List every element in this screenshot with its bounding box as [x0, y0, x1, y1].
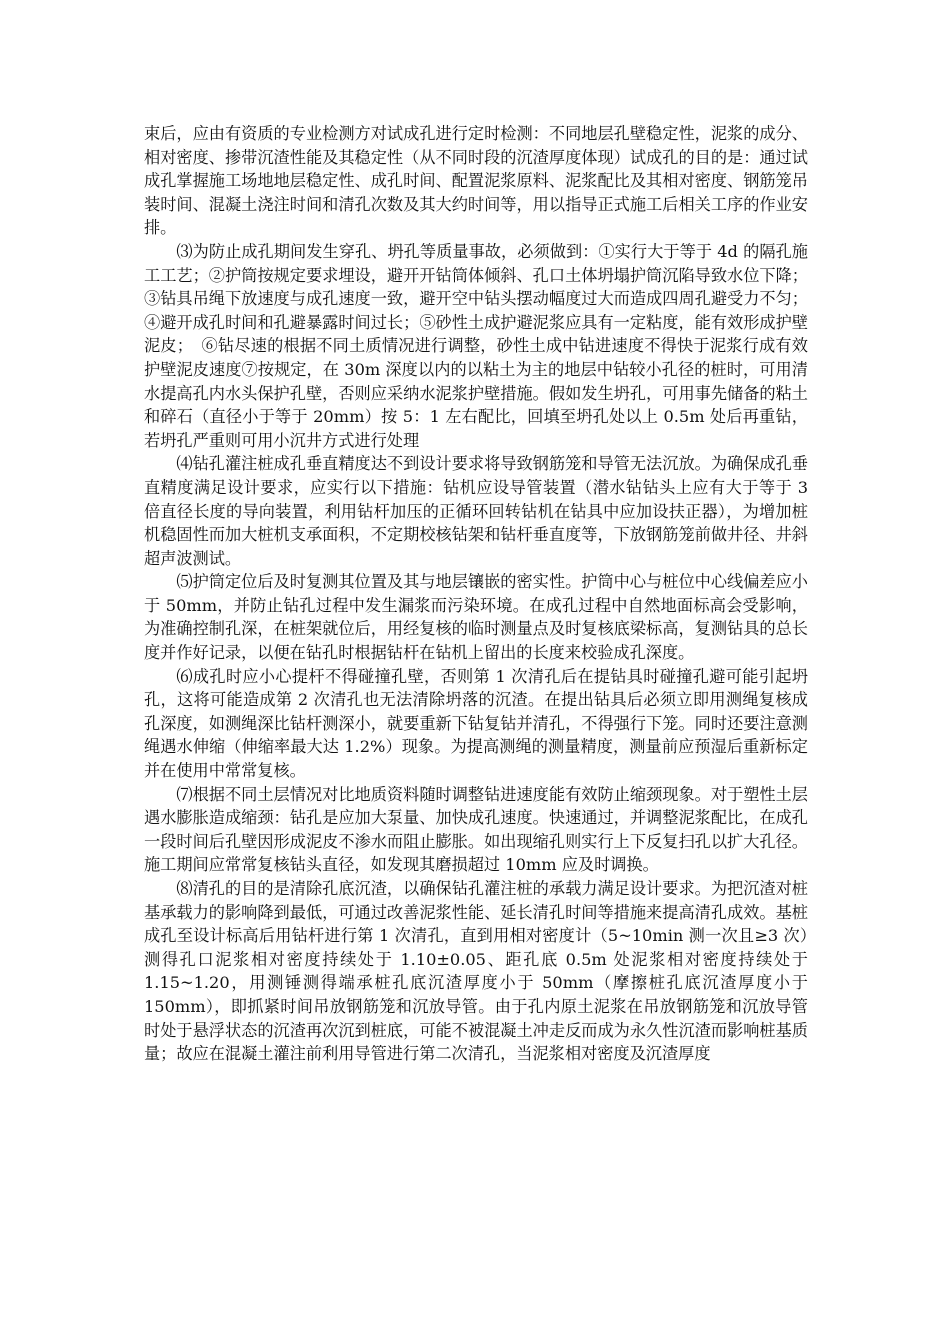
paragraph-item-5: ⑸护筒定位后及时复测其位置及其与地层镶嵌的密实性。护筒中心与桩位中心线偏差应小于 50mm，并防止钻孔过程中发生漏浆而污染环境。在成孔过程中自然地面标高会受影响，为准确控制孔深，在桩架就位后，用经复核的临时测量点及时复核底梁标高，复测钻具的总长度并作好记录，以便在钻孔时根据钻杆在钻机上留出的长度来校验成孔深度。 [144, 572, 808, 663]
paragraph-item-3: ⑶为防止成孔期间发生穿孔、坍孔等质量事故，必须做到：①实行大于等于 4d 的隔孔施工工艺；②护筒按规定要求埋设，避开开钻筒体倾斜、孔口土体坍塌护筒沉陷导致水位下降；③钻具吊绳下放速度与成孔速度一致，避开空中钻头摆动幅度过大而造成四周孔避受力不匀；④避开成孔时间和孔避暴露时间过长；⑤砂性土成护避泥浆应具有一定粘度，能有效形成护壁泥皮； ⑥钻尽速的根据不同土质情况进行调整，砂性土成中钻进速度不得快于泥浆行成有效护壁泥皮速度⑦按规定，在 30m 深度以内的以粘土为主的地层中钻较小孔径的桩时，可用清水提高孔内水头保护孔壁，否则应采纳水泥浆护壁措施。假如发生坍孔，可用事先储备的粘土和碎石（直径小于等于 20mm）按 5：1 左右配比，回填至坍孔处以上 0.5m 处后再重钻，若坍孔严重则可用小沉井方式进行处理 [144, 241, 808, 450]
paragraph-item-4: ⑷钻孔灌注桩成孔垂直精度达不到设计要求将导致钢筋笼和导管无法沉放。为确保成孔垂直精度满足设计要求，应实行以下措施：钻机应设导管装置（潜水钻钻头上应有大于等于 3 倍直径长度的导向装置，利用钻杆加压的正循环回转钻机在钻具中应加设扶正器），为增加桩机稳固性而加大桩机支承面积，不定期校核钻架和钻杆垂直度等，下放钢筋笼前做井径、井斜超声波测试。 [144, 454, 808, 568]
document-page [144, 122, 808, 1066]
paragraph-item-8: ⑻清孔的目的是清除孔底沉渣，以确保钻孔灌注桩的承载力满足设计要求。为把沉渣对桩基承载力的影响降到最低，可通过改善泥浆性能、延长清孔时间等措施来提高清孔成效。基桩成孔至设计标高后用钻杆进行第 1 次清孔，直到用相对密度计（5~10min 测一次且≥3 次）测得孔口泥浆相对密度持续处于 1.10±0.05、距孔底 0.5m 处泥浆相对密度持续处于 1.15~1.20，用测锤测得端承桩孔底沉渣厚度小于 50mm（摩擦桩孔底沉渣厚度小于 150mm），即抓紧时间吊放钢筋笼和沉放导管。由于孔内原土泥浆在吊放钢筋笼和沉放导管时处于悬浮状态的沉渣再次沉到桩底，可能不被混凝土冲走反而成为永久性沉渣而影响桩基质量；故应在混凝土灌注前利用导管进行第二次清孔，当泥浆相对密度及沉渣厚度 [144, 879, 808, 1064]
paragraph-item-6: ⑹成孔时应小心提杆不得碰撞孔壁，否则第 1 次清孔后在提钻具时碰撞孔避可能引起坍孔，这将可能造成第 2 次清孔也无法清除坍落的沉渣。在提出钻具后必须立即用测绳复核成孔深度，如测绳深比钻杆测深小，就要重新下钻复钻并清孔，不得强行下笼。同时还要注意测绳遇水伸缩（伸缩率最大达 1.2%）现象。为提高测绳的测量精度，测量前应预湿后重新标定并在使用中常常复核。 [144, 666, 808, 781]
paragraph-continuation: 束后，应由有资质的专业检测方对试成孔进行定时检测：不同地层孔壁稳定性，泥浆的成分、相对密度、掺带沉渣性能及其稳定性（从不同时段的沉渣厚度体现）试成孔的目的是：通过试成孔掌握施工场地地层稳定性、成孔时间、配置泥浆原料、泥浆配比及其相对密度、钢筋笼吊装时间、混凝土浇注时间和清孔次数及其大约时间等，用以指导正式施工后相关工序的作业安排。 [144, 124, 808, 238]
paragraph-item-7: ⑺根据不同土层情况对比地质资料随时调整钻进速度能有效防止缩颈现象。对于塑性土层遇水膨胀造成缩颈：钻孔是应加大泵量、加快成孔速度。快速通过，并调整泥浆配比，在成孔一段时间后孔壁因形成泥皮不渗水而阻止膨胀。如出现缩孔则实行上下反复扫孔以扩大孔径。施工期间应常常复核钻头直径，如发现其磨损超过 10mm 应及时调换。 [144, 784, 808, 875]
